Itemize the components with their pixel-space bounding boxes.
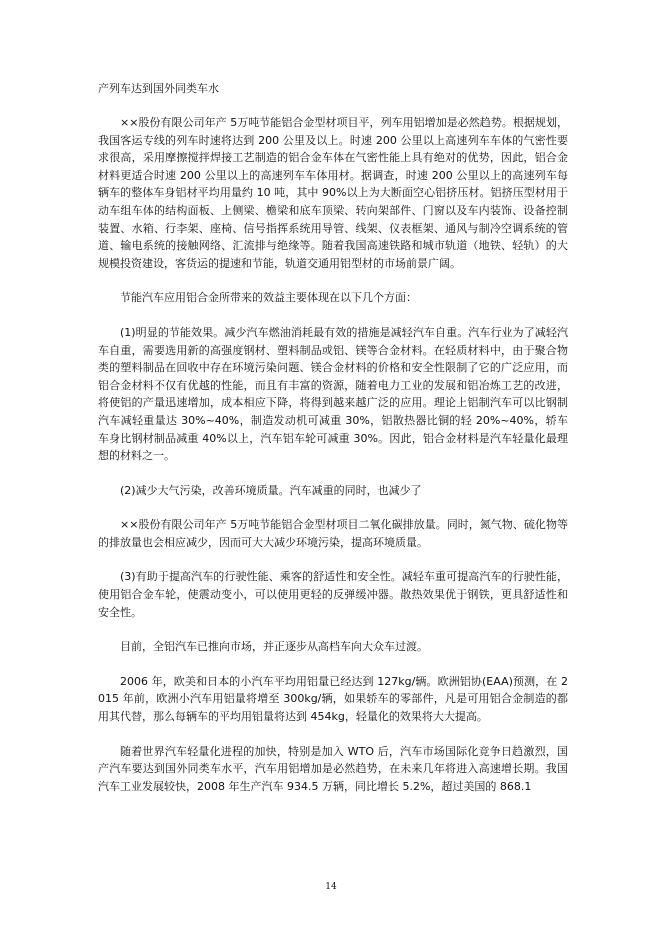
document-body (98, 80, 568, 809)
paragraph-all-aluminum-cars: 目前，全铝汽车已推向市场，并正逐步从高档车向大众车过渡。 (120, 640, 428, 654)
paragraph-rail-aluminum: ××股份有限公司年产 5万吨节能铝合金型材项目平，列车用铝增加是必然趋势。根据规划，我国客运专线的列车时速将达到 200 公里及以上。时速 200 公里以上高速列车车体的气密性要求很高，采用摩擦搅拌焊接工艺制造的铝合金车体在气密性能上具有绝对的优势，因此，铝合金材料更适合时速 200 公里以上的高速列车车体用材。据调查，时速 200 公里以上的高速列车每辆车的整体车身铝材平均用量约 10 吨，其中 90%以上为大断面空心铝挤压材。铝挤压型材用于动车组车体的结构面板、上侧梁、檐梁和底车顶梁、转向架部件、门窗以及车内装饰、设备控制装置、水箱、行李架、座椅、信号指挥系统用导管、线架、仪表框架、通风与制冷空调系统的管道、输电系统的接触网络、汇流排与绝缘等。随着我国高速铁路和城市轨道（地铁、轻轨）的大规模投资建设，客货运的提速和节能，轨道交通用铝型材的市场前景广阔。 (98, 116, 568, 270)
paragraph-industry-growth: 随着世界汽车轻量化进程的加快，特别是加入 WTO 后，汽车市场国际化竞争日趋激烈，国产汽车要达到国外同类车水平，汽车用铝增加是必然趋势，在未来几年将进入高速增长期。我国汽车工业发展较快，2008 年生产汽车 934.5 万辆，同比增长 5.2%，超过美国的 868.1 (98, 744, 568, 793)
paragraph-driving-performance: (3)有助于提高汽车的行驶性能、乘客的舒适性和安全性。减轻车重可提高汽车的行驶性能，使用铝合金车轮，使震动变小，可以使用更轻的反弹缓冲器。散热效果优于钢铁，更具舒适性和安全性。 (98, 570, 568, 619)
paragraph-emissions: ××股份有限公司年产 5万吨节能铝合金型材项目二氧化碳排放量。同时，氮气物、硫化物等的排放量也会相应减少，因而可大大减少环境污染，提高环境质量。 (98, 518, 568, 549)
paragraph-benefits-intro: 节能汽车应用铝合金所带来的效益主要体现在以下几个方面： (120, 291, 417, 305)
paragraph-aluminum-usage-stats: 2006 年，欧美和日本的小汽车平均用铝量已经达到 127kg/辆。欧洲铝协(EAA)预测，在 2015 年前，欧洲小汽车用铝量将增至 300kg/辆，如果轿车的零部件，凡是可用铝合金制造的都用其代替，那么每辆车的平均用铝量将达到 454kg，轻量化的效果将大大提高。 (98, 674, 568, 724)
section-heading: 产列车达到国外同类车水 (98, 82, 219, 95)
page-number: 14 (325, 882, 337, 892)
paragraph-pollution-reduction: (2)减少大气污染，改善环境质量。汽车减重的同时，也减少了 (120, 483, 422, 497)
paragraph-energy-saving: (1)明显的节能效果。减少汽车燃油消耗最有效的措施是减轻汽车自重。汽车行业为了减轻汽车自重，需要选用新的高强度钢材、塑料制品或铝、镁等合金材料。在轻质材料中，由于聚合物类的塑料制品在回收中存在环境污染问题、镁合金材料的价格和安全性限制了它的广泛应用，而铝合金材料不仅有优越的性能，而且有丰富的资源，随着电力工业的发展和铝冶炼工艺的改进，将使铝的产量迅速增加，成本相应下降，将得到越来越广泛的应用。理论上铝制汽车可以比钢制汽车减轻重量达 30%~40%，制造发动机可减重 30%，铝散热器比铜的轻 20%~40%，轿车车身比钢材制品减重 40%以上，汽车铝车轮可减重 30%。因此，铝合金材料是汽车轻量化最理想的材料之一。 (98, 325, 568, 463)
